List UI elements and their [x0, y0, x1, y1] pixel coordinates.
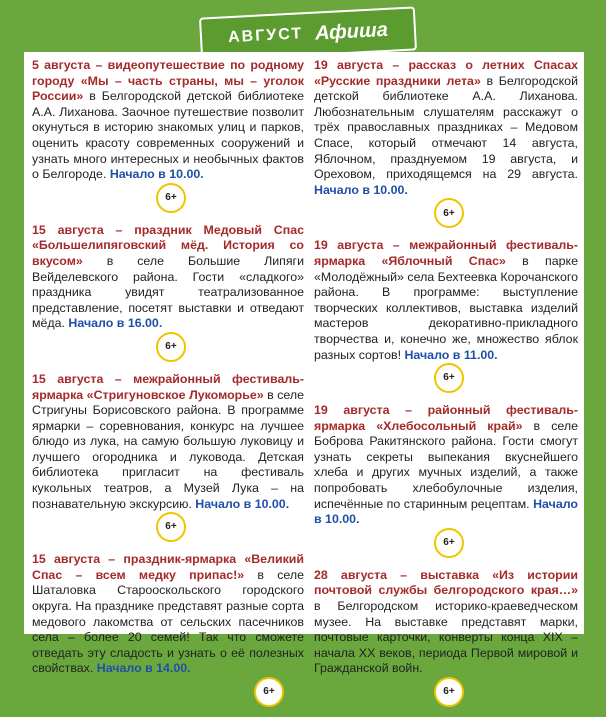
event-title: 28 августа – выставка «Из истории почтовой службы белгородского края…»	[314, 567, 578, 598]
event-title: 19 августа – рассказ о летних Спасах «Русские праздники лета»	[314, 58, 578, 88]
event-item	[314, 403, 578, 558]
age-rating-badge: 6+	[434, 363, 464, 393]
event-time: Начало в 14.00.	[96, 661, 191, 676]
age-rating-badge: 6+	[254, 677, 284, 707]
event-item	[32, 372, 304, 542]
age-rating-badge: 6+	[434, 677, 464, 707]
events-panel	[24, 52, 584, 698]
event-title: 15 августа – праздник Медовый Спас «Большелипяговский мёд. История со вкусом»	[32, 222, 304, 268]
event-body: в селе Боброва Ракитянского района. Гости смогут узнать секреты выпекания вкуснейшего хлеба и других мучных изделий, а также попробовать хлебобулочные изделия, испечённые по старинным рецептам.	[314, 418, 579, 511]
event-body: в селе Стригуны Борисовского района. В программе ярмарки – соревнования, конкурс на лучшее блюдо из лука, на самую большую луковицу и лучшего огородника и луковода. Детская библиотека пригласит на фестиваль кукольных театров, а Музей Лука – на познавательную экскурсию.	[32, 387, 304, 511]
age-rating-badge: 6+	[156, 512, 186, 542]
event-time: Начало в 10.00.	[314, 182, 408, 197]
event-title: 19 августа – районный фестиваль-ярмарка «Хлебосольный край»	[314, 403, 578, 433]
event-body: в Белгородской детской библиотеке А.А. Лиханова. Заочное путешествие позволит окунуться в историю знакомых улиц и парков, оценить красоту современных сооружений и узнать много интересных и необычных фактов о Белгороде.	[32, 89, 304, 182]
event-item	[314, 58, 578, 228]
month-label: АВГУСТ	[227, 25, 304, 47]
age-rating-badge: 6+	[156, 332, 186, 362]
event-body: в Белгородской детской библиотеке А.А. Лиханова. Любознательным слушателям расскажут о трёх православных праздниках – Медовом Спасе, который отмечают 14 августа, Яблочном, празднуемом 19 августа, и Ореховом, приходящемся на 29 августа.	[314, 73, 578, 182]
event-body: в селе Шаталовка Старооскольского городского округа. На празднике представят разные сорта медового лакомства от сельских пасечников села – более 20 семей! Так что сможете отведать эту сладость и узнать о её полезных свойствах.	[32, 567, 305, 676]
event-time: Начало в 16.00.	[68, 316, 163, 331]
event-item	[32, 58, 304, 213]
brand-label: Афиша	[314, 18, 389, 45]
event-item	[314, 238, 578, 393]
event-title: 15 августа – праздник-ярмарка «Великий Спас – всем медку припас!»	[32, 552, 304, 582]
event-title: 15 августа – межрайонный фестиваль-ярмарка «Стригуновское Лукоморье»	[32, 371, 304, 402]
event-body: в селе Большие Липяги Вейделевского района. Гости «сладкого» праздника увидят театрализованное представление, посетят выставки и отведают мёда.	[32, 253, 304, 331]
event-time: Начало в 11.00.	[404, 347, 498, 362]
header	[0, 0, 606, 60]
left-column	[32, 58, 304, 717]
event-title: 19 августа – межрайонный фестиваль-ярмарка «Яблочный Спас»	[314, 238, 578, 268]
event-time: Начало в 10.00.	[195, 496, 290, 511]
age-rating-badge: 6+	[156, 183, 186, 213]
event-body: в Белгородском историко-краеведческом музее. На выставке представят марки, почтовые карточки, конверты конца XIX – начала XX веков, периода Первой мировой и Гражданской войн.	[314, 599, 578, 676]
event-body: в парке «Молодёжный» села Бехтеевка Корочанского района. В программе: выступление творческих коллективов, выставка изделий мастеров декоративно-прикладного творчества и, конечно же, множество яблок разных сортов!	[314, 253, 578, 362]
age-rating-badge: 6+	[434, 198, 464, 228]
event-time: Начало в 10.00.	[109, 167, 204, 182]
right-column	[314, 58, 578, 717]
event-title: 5 августа – видеопутешествие по родному городу «Мы – часть страны, мы – уголок России»	[32, 58, 304, 104]
event-time: Начало в 10.00.	[314, 496, 578, 527]
age-rating-badge: 6+	[434, 528, 464, 558]
event-item	[314, 568, 578, 707]
event-item	[32, 552, 304, 707]
event-item	[32, 223, 304, 362]
